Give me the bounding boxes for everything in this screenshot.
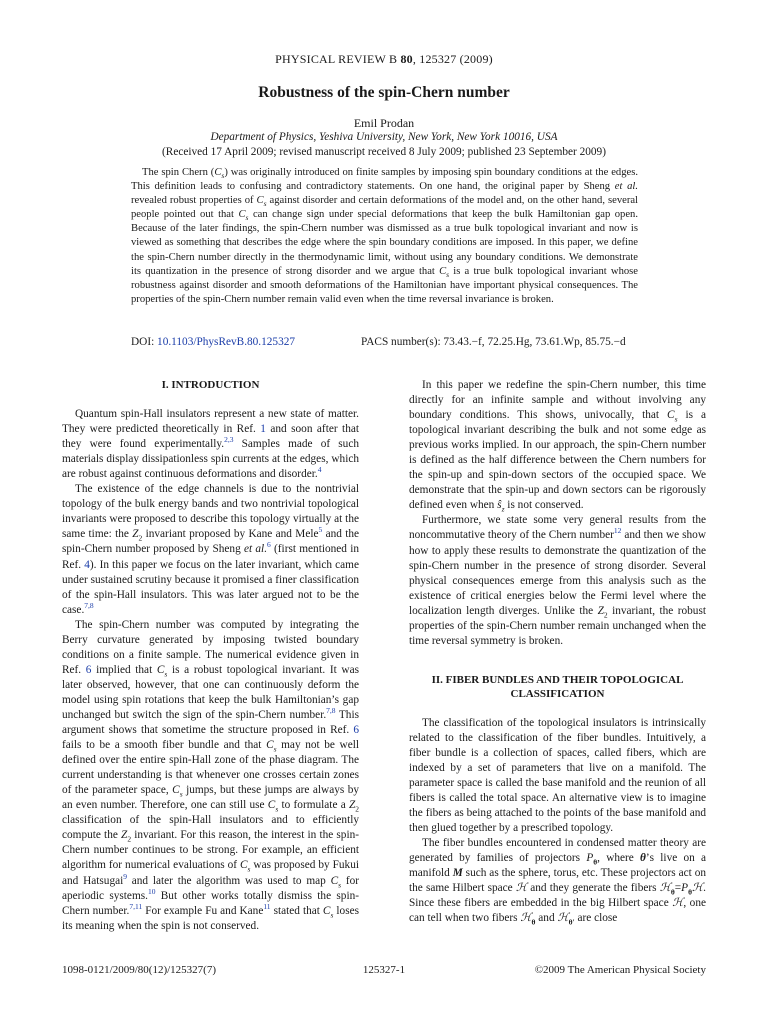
intro-paragraph-1: Quantum spin-Hall insulators represent a new state of matter. They were predicted theoretically in Ref. 1 and soon after that they were found experimentally.$^{2,3}$ Samples made of such materials display dissipationless spin currents at the edges, which are robust against continuous deformations and disorder.$^4$: [62, 408, 359, 481]
citation-link[interactable]: 7,8: [326, 706, 336, 716]
reference-link[interactable]: 6: [353, 724, 359, 737]
abstract: The spin Chern $(C_s)$ was originally introduced on finite samples by imposing spin boundary conditions at the edges. This definition leads to confusing and contradictory statements. On one hand, the original paper by Sheng et al. revealed robust properties of $C_s$ against disorder and certain deformations of the model and, on the other hand, several people pointed out that $C_s$ can change sign under special deformations that keep the bulk Hamiltonian gap open. Because of the later findings, the spin-Chern number was dismissed as a true bulk topological invariant and now is viewed as something that describes the edge where the spin boundary conditions are imposed. In this paper, we define the spin-Chern number directly in the thermodynamic limit, without using any boundary conditions. We demonstrate its quantization in the presence of strong disorder and we argue that $C_s$ is a true bulk topological invariant whose robustness against disorder and smooth deformations of the Hamiltonian have important physical consequences. The properties of the spin-Chern number remain valid even when the time reversal invariance is broken.: [131, 167, 639, 305]
footer-page-number: 125327-1: [362, 964, 406, 976]
footer-copyright: ©2009 The American Physical Society: [534, 964, 706, 976]
citation-link[interactable]: 7,8: [84, 600, 94, 610]
volume-number: 80: [400, 52, 413, 66]
doi: DOI: 10.1103/PhysRevB.80.125327: [131, 336, 296, 348]
received-dates: (Received 17 April 2009; revised manuscript received 8 July 2009; published 23 September 2009): [162, 146, 606, 158]
citation-link[interactable]: 7,11: [129, 901, 143, 911]
reference-link[interactable]: 1: [260, 423, 266, 436]
pacs-numbers: PACS number(s): 73.43.−f, 72.25.Hg, 73.61.Wp, 85.75.−d: [361, 336, 626, 348]
journal-header: PHYSICAL REVIEW B 80, 125327 (2009): [275, 52, 493, 66]
footer-issn: 1098-0121/2009/80(12)/125327(7): [62, 964, 216, 976]
right-column: [409, 378, 706, 927]
citation-link[interactable]: 2,3: [224, 435, 234, 445]
intro-paragraph-4: In this paper we redefine the spin-Chern number, this time directly for an infinite sample and without involving any boundary conditions. This shows, univocally, that $C_s$ is a topological invariant describing the bulk and not some edge as previous works implied. In our approach, the spin-Chern number is defined as the half difference between the Chern numbers for the spin-up and spin-down sectors of the occupied space. We demonstrate that the spin-up and down sectors can be rigorously defined even when $ŝ_z$ is not conserved.: [409, 379, 706, 514]
intro-paragraph-5: Furthermore, we state some very general results from the noncommutative theory of the Chern number$^{12}$ and then we show how to apply these results to demonstrate the quantization of the spin-Chern number in the presence of strong disorder. Several physical consequences emerge from this analysis such as the existence of critical energies below the Fermi level where the localization length diverges. Unlike the $Z_2$ invariant, the robust properties of the spin-Chern number remain unchanged when the time reversal symmetry is broken.: [409, 514, 706, 647]
citation-link[interactable]: 4: [317, 465, 322, 475]
paper-title: Robustness of the spin-Chern number: [258, 84, 510, 101]
citation-link[interactable]: 9: [123, 871, 127, 881]
citation-link[interactable]: 6: [267, 540, 271, 550]
reference-link[interactable]: 4: [84, 558, 90, 571]
section2-paragraph-2: The fiber bundles encountered in condensed matter theory are generated by families of projectors $P_\theta$, where θ’s live on a manifold M such as the sphere, torus, etc. These projectors act on the same Hilbert space ℋ and they generate the fibers $ℋ_\theta=P_\theta ℋ$. Since these fibers are embedded in the big Hilbert space ℋ, one can tell when two fibers ℋ$_\theta$ and ℋ$_{\theta'}$ are close: [409, 837, 707, 927]
author-name: Emil Prodan: [353, 116, 415, 130]
section-heading-introduction: I. INTRODUCTION: [161, 379, 260, 391]
citation-link[interactable]: 5: [318, 525, 323, 535]
citation-link[interactable]: 12: [613, 526, 622, 536]
doi-pacs-row: [131, 336, 638, 352]
intro-paragraph-2: The existence of the edge channels is due to the nontrivial topology of the bulk energy bands and two nontrivial topological invariants were proposed to describe this topology virtually at the same time: the $Z_2$ invariant proposed by Kane and Mele$^5$ and the spin-Chern number proposed by Sheng et al.$^6$ (first mentioned in Ref. 4). In this paper we focus on the later invariant, which came under sustained scrutiny because it promised a finer classification of the spin-Hall insulators. This was later argued not to be the case.$^{7,8}$: [62, 483, 360, 616]
citation-link[interactable]: 11: [263, 901, 271, 911]
page-footer: [62, 964, 706, 980]
affiliation: Department of Physics, Yeshiva University, New York, New York 10016, USA: [210, 131, 558, 143]
citation-link[interactable]: 10: [147, 886, 156, 896]
intro-paragraph-3: The spin-Chern number was computed by integrating the Berry curvature generated by imposing twisted boundary conditions on a finite sample. The numerical evidence given in Ref. 6 implied that $C_s$ is a robust topological invariant. It was later observed, however, that one can continuously deform the model using spin rotations that keep the bulk Hamiltonian’s gap unchanged but switch the sign of the spin-Chern number.$^{7,8}$ This argument shows that sometime the structure proposed in Ref. 6 fails to be a smooth fiber bundle and that $C_s$ may not be well defined over the entire spin-Hall zone of the phase diagram. The current understanding is that whenever one crosses certain zones of the parameter space, $C_s$ jumps, but these jumps are always by an even number. Therefore, one can still use $C_s$ to formulate a $Z_2$ classification of the spin-Hall insulators and to efficiently compute the $Z_2$ invariant. For this reason, the interest in the spin-Chern number continues to be strong. For example, an efficient algorithm for numerical evaluations of $C_s$ was proposed by Fukui and Hatsugai$^9$ and later the algorithm was used to map $C_s$ for aperiodic systems.$^{10}$ But other works totally dismiss the spin-Chern number.$^{7,11}$ For example Fu and Kane$^{11}$ stated that $C_s$ loses its meaning when the spin is not conserved.: [62, 618, 360, 932]
section2-paragraph-1: The classification of the topological insulators is intrinsically related to the classification of the fiber bundles. Intuitively, a fiber bundle is a collection of spaces, called fibers, which are indexed by a set of parameters that live on a manifold. The parameter space is called the base manifold and the reunion of all fibers is called the total space. An alternative view is to imagine the fibers as being attached to the points of the base manifold and then glued together by a prescribed topology.: [409, 716, 706, 835]
reference-link[interactable]: 6: [85, 663, 92, 676]
left-column: [62, 378, 359, 934]
doi-link[interactable]: 10.1103/PhysRevB.80.125327: [157, 336, 296, 348]
section-heading-fiber-bundles: II. FIBER BUNDLES AND THEIR TOPOLOGICAL CLASSIFICATION: [431, 673, 684, 701]
